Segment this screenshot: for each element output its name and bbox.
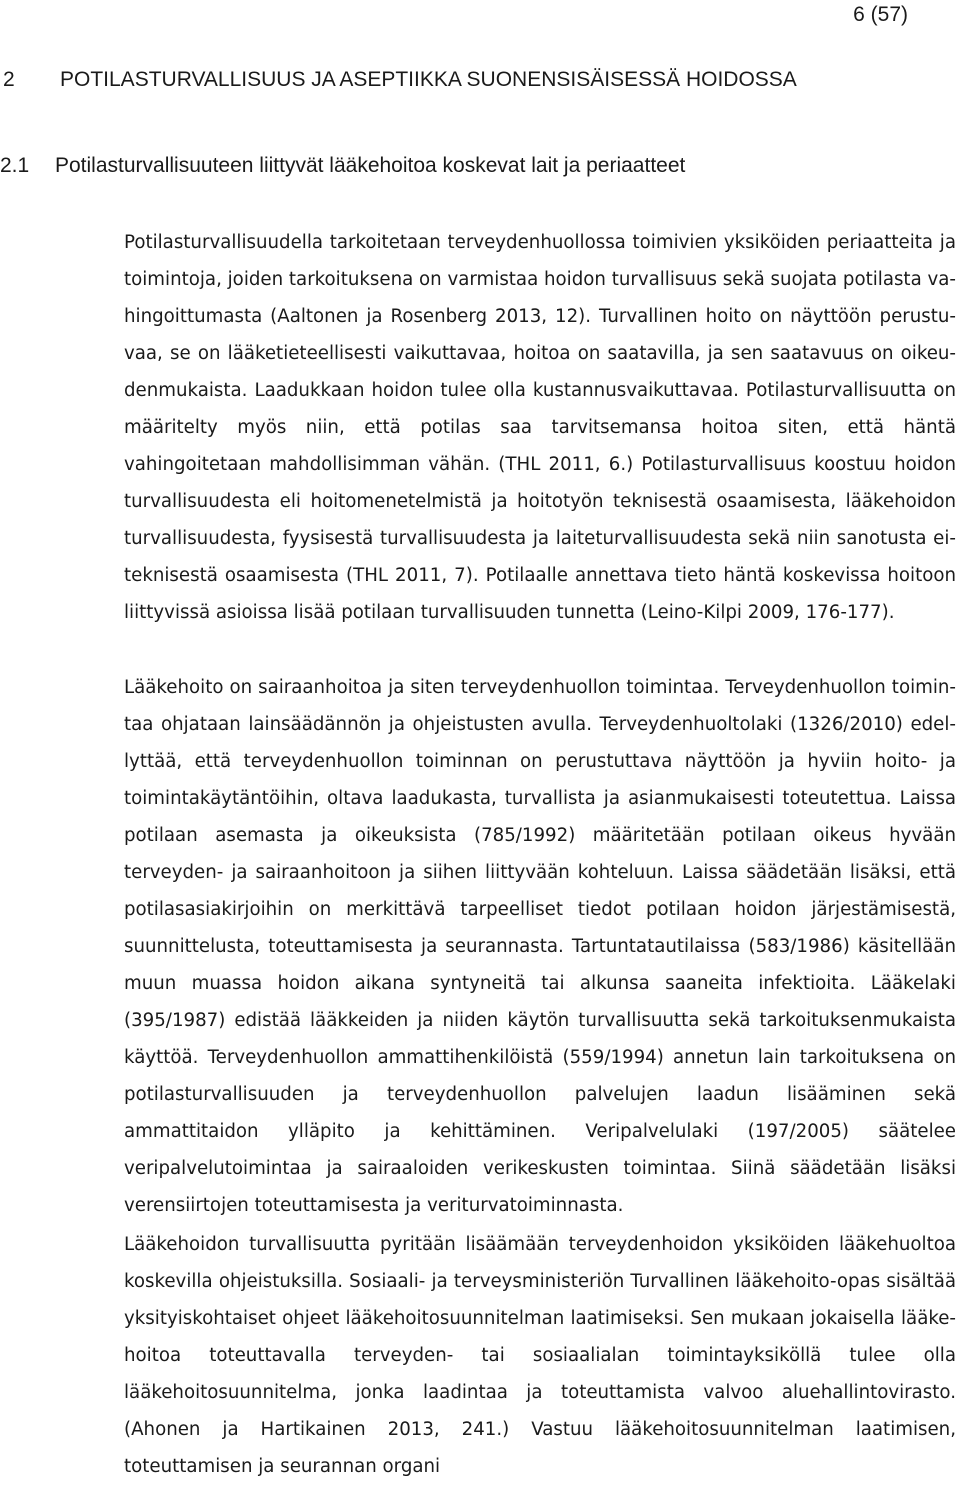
section-title: Potilasturvallisuuteen liittyvät lääkehoitoa koskevat lait ja periaatteet [55,154,686,177]
paragraph-legislation: Lääkehoito on sairaanhoitoa ja siten terveydenhuollon toimintaa. Terveydenhuollon toimintaa ohjataan lainsäädännön ja ohjeistusten avulla. Terveydenhuoltolaki (1326/2010) edellyttää, että terveydenhuollon toiminnan on perustuttava näyttöön ja hyviin hoito- ja toimintakäytäntöihin, oltava laadukasta, turvallista ja asianmukaisesti toteutettua. Laissa potilaan asemasta ja oikeuksista (785/1992) määritetään potilaan oikeus hyvään terveyden- ja sairaanhoitoon ja siihen liittyvään kohteluun. Laissa säädetään lisäksi, että potilasasiakirjoihin on merkittävä tarpeelliset tiedot potilaan hoidon järjestämisestä, suunnittelusta, toteuttamisesta ja seurannasta. Tartuntatautilaissa (583/1986) käsitellään muun muassa hoidon aikana syntyneitä tai alkunsa saaneita infektioita. Lääkelaki (395/1987) edistää lääkkeiden ja niiden käytön turvallisuutta sekä tarkoituksenmukaista käyttöä. Terveydenhuollon ammattihenkilöistä (559/1994) annetun lain tarkoituksena on potilasturvallisuuden ja terveydenhuollon palvelujen laadun lisääminen sekä ammattitaidon ylläpito ja kehittäminen. Veripalvelulaki (197/2005) säätelee veripalvelutoimintaa ja sairaaloiden verikeskusten toimintaa. Siinä säädetään lisäksi verensiirtojen toteuttamisesta ja veriturvatoiminnasta. [124,677,956,1216]
section-heading [0,153,685,179]
chapter-number: 2 [3,68,15,91]
paragraph-patient-safety: Potilasturvallisuudella tarkoitetaan terveydenhuollossa toimivien yksiköiden periaatteita ja toimintoja, joiden tarkoituksena on varmistaa hoidon turvallisuus sekä suojata potilasta vahingoittumasta (Aaltonen ja Rosenberg 2013, 12). Turvallinen hoito on näyttöön perustuvaa, se on lääketieteellisesti vaikuttavaa, hoitoa on saatavilla, ja sen saatavuus on oikeudenmukaista. Laadukkaan hoidon tulee olla kustannusvaikuttavaa. Potilasturvallisuutta on määritelty myös niin, että potilas saa tarvitsemansa hoitoa siten, että häntä vahingoitetaan mahdollisimman vähän. (THL 2011, 6.) Potilasturvallisuus koostuu hoidon turvallisuudesta eli hoitomenetelmistä ja hoitotyön teknisestä osaamisesta, lääkehoidon turvallisuudesta, fyysisestä turvallisuudesta ja laiteturvallisuudesta sekä niin sanotusta ei-teknisestä osaamisesta (THL 2011, 7). Potilaalle annettava tieto häntä koskevissa hoitoon liittyvissä asioissa lisää potilaan turvallisuuden tunnetta (Leino-Kilpi 2009, 176-177). [124,232,956,623]
section-number: 2.1 [0,154,30,177]
paragraph-medication-plan: Lääkehoidon turvallisuutta pyritään lisäämään terveydenhoidon yksiköiden lääkehuoltoa koskevilla ohjeistuksilla. Sosiaali- ja terveysministeriön Turvallinen lääkehoito-opas sisältää yksityiskohtaiset ohjeet lääkehoitosuunnitelman laatimiseksi. Sen mukaan jokaisella lääkehoitoa toteuttavalla terveyden- tai sosiaalialan toimintayksiköllä tulee olla lääkehoitosuunnitelma, jonka laadintaa ja toteuttamista valvoo aluehallintovirasto. (Ahonen ja Hartikainen 2013, 241.) Vastuu lääkehoitosuunnitelman laatimisen, toteuttamisen ja seurannan organi [124,1234,956,1477]
chapter-heading [3,67,797,93]
chapter-title: POTILASTURVALLISUUS JA ASEPTIIKKA SUONENSISÄISESSÄ HOIDOSSA [60,68,797,91]
page-number: 6 (57) [853,3,908,26]
